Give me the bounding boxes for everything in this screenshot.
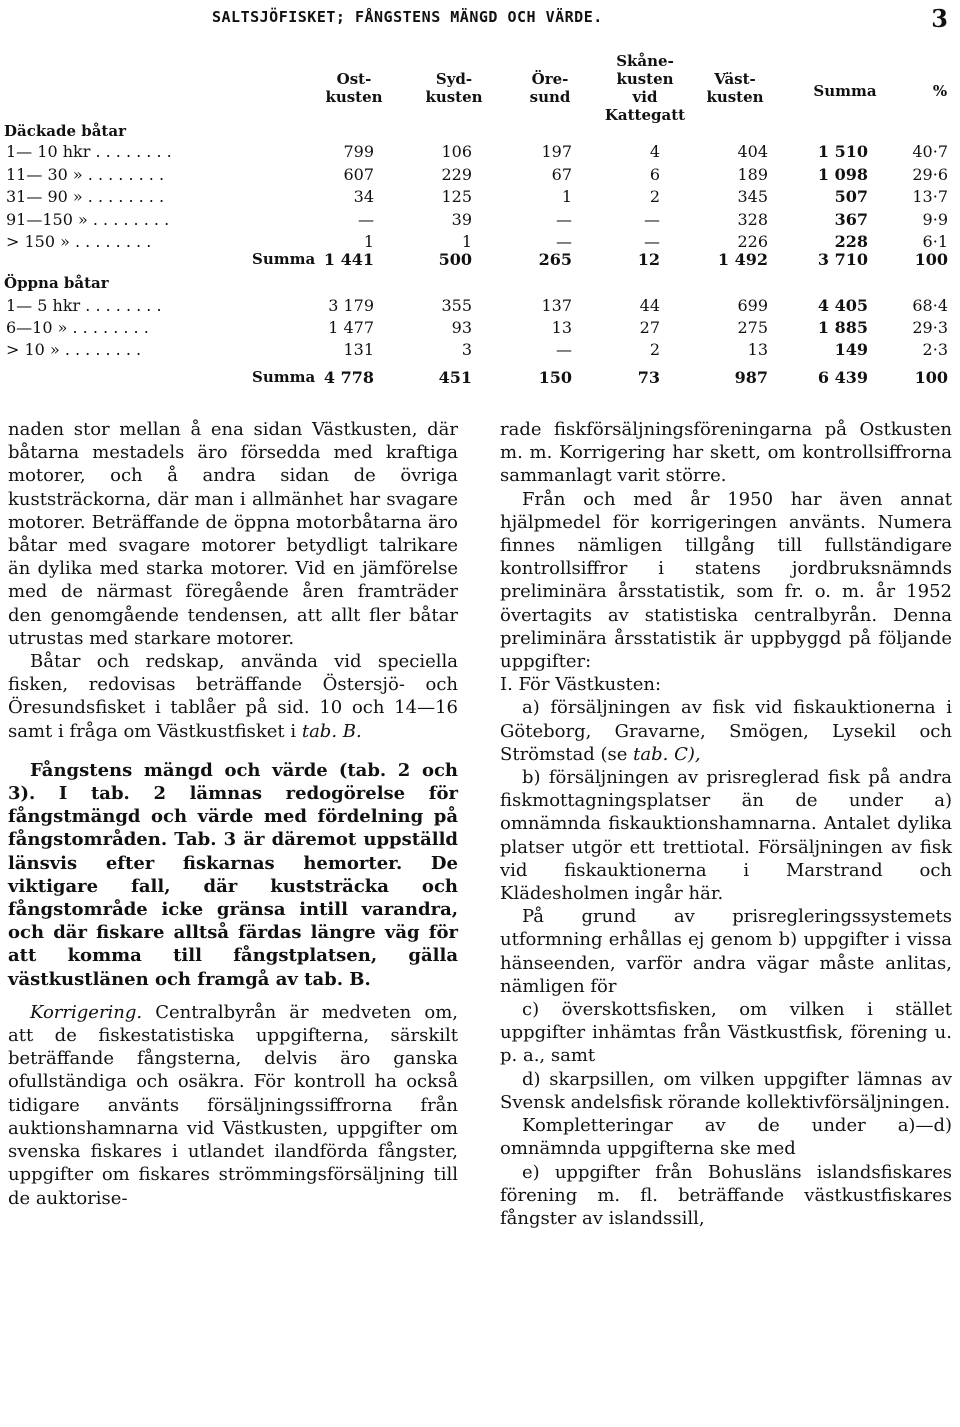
paragraph: e) uppgifter från Bohusläns islandsfiskares förening m. fl. beträffande västkustfiskares fångster av islandssill, bbox=[500, 1161, 952, 1229]
paragraph: b) försäljningen av prisreglerad fisk på andra fiskmottagningsplatser än de under a) omnämnda fiskauktionshamnarna. Antalet dylika platser utgör ett trettiotal. Försäljningen av fisk vid fiskauktionerna i Marstrand och Klädesholmen ingår här. bbox=[500, 767, 952, 905]
table-cell: 451 bbox=[438, 368, 472, 387]
table-cell: 68·4 bbox=[912, 296, 948, 315]
table-cell: 3 710 bbox=[817, 250, 868, 269]
table-cell: 1 885 bbox=[817, 318, 868, 337]
table-cell: — bbox=[556, 340, 572, 359]
table-cell: 73 bbox=[637, 368, 660, 387]
column-header-line: Väst- bbox=[714, 70, 756, 88]
table-cell: 987 bbox=[734, 368, 768, 387]
summa-label: Summa bbox=[252, 250, 316, 268]
page-number: 3 bbox=[931, 4, 948, 33]
column-header-line: Skåne- bbox=[616, 52, 674, 70]
table-cell: 150 bbox=[538, 368, 572, 387]
table-cell: 345 bbox=[737, 187, 768, 206]
paragraph: c) överskottsfisken, om vilken i stället uppgifter inhämtas från Västkustfisk, förening u. p. a., samt bbox=[500, 999, 952, 1067]
column-header-line: kusten bbox=[425, 88, 483, 106]
table-cell: — bbox=[644, 209, 660, 229]
table-cell: 34 bbox=[353, 187, 374, 206]
table-cell: 100 bbox=[914, 250, 948, 269]
column-header-line: kusten bbox=[616, 70, 674, 88]
section-label: Däckade båtar bbox=[4, 122, 126, 140]
column-header-line: kusten bbox=[325, 88, 383, 106]
table-cell: 2·3 bbox=[922, 340, 948, 359]
table-cell: 13·7 bbox=[912, 187, 948, 206]
column-header-line: Ost- bbox=[336, 70, 372, 88]
table-cell: 13 bbox=[551, 318, 572, 337]
table-cell: 67 bbox=[551, 164, 572, 184]
table-cell: 226 bbox=[737, 232, 768, 251]
column-header-line: % bbox=[932, 82, 948, 100]
paragraph: Korrigering. Centralbyrån är medveten om, att de fiskestatistiska uppgifterna, särskilt beträffande fångsterna, delvis äro ganska ofullständiga och osäkra. För kontroll ha också tidigare använts försäljningssiffrorna från auktionshamnarna vid Västkusten, uppgifter om svenska fiskares i utlandet ilandförda fångster, uppgifter om fiskares strömmingsförsäljning till de auktorise- bbox=[8, 1001, 458, 1209]
table-cell: 275 bbox=[737, 318, 768, 337]
table-cell: 12 bbox=[637, 250, 660, 269]
paragraph: På grund av prisregleringssystemets utformning erhållas ej genom b) uppgifter i vissa hänseenden, varför andra vägar måste anlitas, nämligen för bbox=[500, 906, 952, 997]
paragraph: a) försäljningen av fisk vid fiskauktionerna i Göteborg, Gravarne, Smögen, Lysekil och Strömstad (se tab. C), bbox=[500, 697, 952, 765]
column-header-line: vid bbox=[632, 88, 658, 106]
table-cell: 1 477 bbox=[328, 318, 374, 337]
table-cell: 13 bbox=[747, 340, 768, 359]
table-cell: 3 bbox=[461, 340, 472, 359]
row-label: 1— 5 hkr . . . . . . . . bbox=[6, 296, 162, 315]
table-cell: — bbox=[358, 209, 374, 229]
table-cell: 3 179 bbox=[328, 296, 374, 315]
table-cell: 500 bbox=[438, 250, 472, 269]
table-cell: 6 bbox=[649, 164, 660, 184]
table-cell: 1 510 bbox=[817, 142, 868, 161]
table-cell: 189 bbox=[737, 164, 768, 184]
right-text-column bbox=[500, 418, 952, 1230]
page-header bbox=[0, 4, 960, 34]
table-cell: 229 bbox=[441, 164, 472, 184]
table-cell: 29·3 bbox=[912, 318, 948, 337]
table-cell: 1 bbox=[561, 187, 572, 206]
table-cell: 2 bbox=[649, 340, 660, 359]
table-cell: 40·7 bbox=[912, 142, 948, 161]
row-label: > 150 » . . . . . . . . bbox=[6, 232, 152, 251]
paragraph: Kompletteringar av de under a)—d) omnämnda uppgifterna ske med bbox=[500, 1115, 952, 1160]
table-cell: — bbox=[556, 209, 572, 229]
table-cell: 2 bbox=[649, 187, 660, 206]
table-cell: 355 bbox=[441, 296, 472, 315]
table-cell: 699 bbox=[737, 296, 768, 315]
table-cell: 1 bbox=[363, 232, 374, 251]
table-cell: — bbox=[644, 232, 660, 251]
boats-table bbox=[0, 52, 960, 392]
row-label: 1— 10 hkr . . . . . . . . bbox=[6, 142, 172, 161]
row-label: 11— 30 » . . . . . . . . bbox=[6, 164, 165, 184]
paragraph: naden stor mellan å ena sidan Västkusten, där båtarna mestadels äro försedda med kraftiga motorer, och å andra sidan de övriga kuststräckorna, där man i allmänhet har svagare motorer. Beträffande de öppna motorbåtarna äro båtar med svagare motorer betydligt talrikare än dylika med starka motorer. Vid en jämförelse med de närmast föregående åren framträder den genomgående tendensen, att allt fler båtar utrustas med starkare motorer. bbox=[8, 419, 458, 649]
table-cell: 29·6 bbox=[912, 164, 948, 184]
table-cell: 328 bbox=[737, 209, 768, 229]
table-cell: 6 439 bbox=[817, 368, 868, 387]
row-label: 6—10 » . . . . . . . . bbox=[6, 318, 149, 337]
row-label: 31— 90 » . . . . . . . . bbox=[6, 187, 165, 206]
column-header-line: kusten bbox=[706, 88, 764, 106]
table-cell: 265 bbox=[538, 250, 572, 269]
table-cell: 4 405 bbox=[817, 296, 868, 315]
column-header-line: sund bbox=[529, 88, 571, 106]
table-cell: 507 bbox=[834, 187, 868, 206]
table-cell: 4 778 bbox=[323, 368, 374, 387]
column-header-line: Syd- bbox=[435, 70, 473, 88]
column-header bbox=[880, 82, 960, 100]
table-cell: 125 bbox=[441, 187, 472, 206]
table-cell: 44 bbox=[639, 296, 660, 315]
table-cell: 197 bbox=[541, 142, 572, 161]
column-header-line: Summa bbox=[813, 82, 877, 100]
table-cell: 1 492 bbox=[717, 250, 768, 269]
paragraph: Fångstens mängd och värde (tab. 2 och 3). I tab. 2 lämnas redogörelse för fångstmängd och värde med fördelning på fångstområden. Tab. 3 är däremot uppställd länsvis efter fiskarnas hemorter. De viktigare fall, där kuststräcka och fångstområde icke gränsa intill varandra, och där fiskare alltså färdas längre väg för att komma till fångstplatsen, gälla västkustlänen och framgå av tab. B. bbox=[8, 759, 458, 990]
table-cell: 149 bbox=[834, 340, 868, 359]
table-cell: 228 bbox=[834, 232, 868, 251]
table-cell: 6·1 bbox=[922, 232, 948, 251]
paragraph: Båtar och redskap, använda vid speciella fisken, redovisas beträffande Östersjö- och Öresundsfisket i tablåer på sid. 10 och 14—16 samt i fråga om Västkustfisket i tab. B. bbox=[8, 651, 458, 742]
table-cell: 100 bbox=[914, 368, 948, 387]
running-title: SALTSJÖFISKET; FÅNGSTENS MÄNGD OCH VÄRDE. bbox=[212, 8, 603, 26]
table-cell: 131 bbox=[343, 340, 374, 359]
table-cell: 93 bbox=[451, 318, 472, 337]
table-cell: — bbox=[556, 232, 572, 251]
paragraph: I. För Västkusten: bbox=[500, 674, 662, 696]
column-header-line: Öre- bbox=[531, 70, 569, 88]
table-cell: 1 098 bbox=[817, 164, 868, 184]
table-cell: 799 bbox=[343, 142, 374, 161]
row-label: 91—150 » . . . . . . . . bbox=[6, 209, 170, 229]
table-cell: 4 bbox=[649, 142, 660, 161]
table-cell: 607 bbox=[343, 164, 374, 184]
paragraph: Från och med år 1950 har även annat hjälpmedel för korrigeringen använts. Numera finnes nämligen tillgång till fullständigare kontrollsiffror i statens jordbruksnämnds preliminära årsstatistik, som fr. o. m. år 1952 övertagits av statistiska centralbyrån. Denna preliminära årsstatistik är uppbyggd på följande uppgifter: bbox=[500, 488, 952, 673]
table-cell: 27 bbox=[639, 318, 660, 337]
table-cell: 9·9 bbox=[922, 209, 948, 229]
left-text-column bbox=[8, 418, 458, 1210]
table-cell: 106 bbox=[441, 142, 472, 161]
paragraph: rade fiskförsäljningsföreningarna på Ostkusten m. m. Korrigering har skett, om kontrollsiffrorna sammanlagt varit större. bbox=[500, 419, 952, 487]
table-cell: 137 bbox=[541, 296, 572, 315]
paragraph: d) skarpsillen, om vilken uppgifter lämnas av Svensk andelsfisk rörande kollektivförsäljningen. bbox=[500, 1068, 952, 1113]
row-label: > 10 » . . . . . . . . bbox=[6, 340, 142, 359]
table-cell: 39 bbox=[451, 209, 472, 229]
column-header bbox=[675, 70, 795, 106]
table-cell: 367 bbox=[834, 209, 868, 229]
table-cell: 1 bbox=[461, 232, 472, 251]
section-label: Öppna båtar bbox=[4, 274, 109, 292]
table-cell: 1 441 bbox=[323, 250, 374, 269]
summa-label: Summa bbox=[252, 368, 316, 386]
column-header-line: Kattegatt bbox=[604, 106, 686, 124]
table-cell: 404 bbox=[737, 142, 768, 161]
